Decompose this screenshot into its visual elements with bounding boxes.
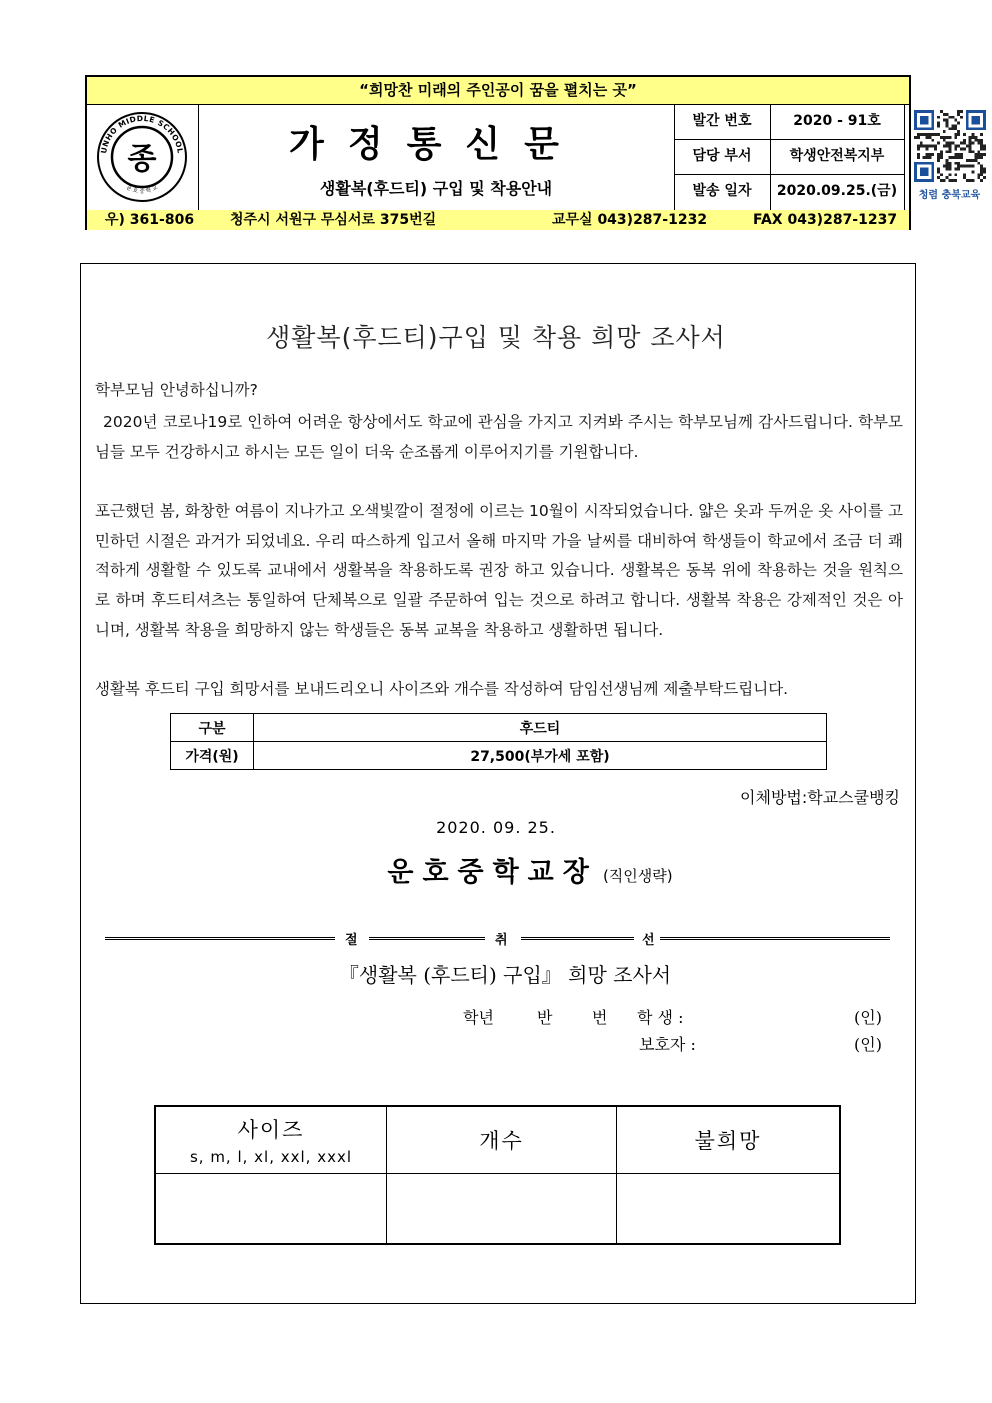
department-value: 학생안전복지부 [770,139,905,174]
cut-char-1: 절 [345,933,358,948]
zip-code: 우) 361-806 [105,212,195,228]
no-wish-input-cell[interactable] [617,1174,841,1245]
logo-bottom-text: 운 호 중 학 교 [125,184,159,195]
size-input-cell[interactable] [155,1174,387,1245]
size-order-table [154,1105,841,1245]
number-label: 번 [592,1008,608,1027]
count-header: 개수 [479,1129,524,1153]
count-header-cell [387,1106,617,1174]
table-row [155,1174,840,1245]
no-wish-header-cell [617,1106,841,1174]
school-logo-cell [87,104,199,210]
issue-number-row [674,104,904,140]
seal-note: (직인생략) [602,867,673,885]
cut-char-3: 선 [642,933,655,948]
address-bar [87,210,909,230]
size-header: 사이즈 [237,1118,305,1142]
document-title: 생활복(후드티)구입 및 착용 희망 조사서 [266,323,726,352]
qr-code-icon [912,110,988,182]
table-header-row [155,1106,840,1174]
table-row [171,714,827,742]
newsletter-subtitle: 생활복(후드티) 구입 및 착용안내 [319,179,553,198]
student-label: 학 생 : [637,1008,684,1027]
guardian-seal: (인) [854,1035,882,1054]
newsletter-header [85,75,981,230]
document-date: 2020. 09. 25. [436,818,556,837]
issue-number-value: 2020 - 91호 [770,104,905,139]
header-middle [87,104,981,211]
guardian-label: 보호자 : [639,1035,696,1054]
qr-cell [904,104,992,210]
grade-label: 학년 [463,1008,494,1027]
issue-info [674,104,904,210]
size-options: s, m, l, xl, xxl, xxxl [189,1148,353,1166]
price-table [170,713,827,770]
cut-line-segment [660,937,890,940]
paragraph-2: 포근했던 봄, 화창한 여름이 지나가고 오색빛깔이 절정에 이르는 10월이 시작되었습니다. 얇은 옷과 두꺼운 옷 사이를 고민하던 시절은 과거가 되었네요. 우리 따스하게 입고서 올해 마지막 가을 날씨를 대비하여 학생들이 학교에서 조금 더 쾌적하게 생활할 수 있도록 교내에서 생활복을 착용하도록 권장 하고 있습니다. 생활복은 동복 위에 착용하는 것을 원칙으로 하며 후드티셔츠는 통일하여 단체복으로 일괄 주문하여 입는 것으로 하려고 합니다. 생활복 착용은 강제적인 것은 아니며, 생활복 착용을 희망하지 않는 학생들은 동복 교복을 착용하고 생활하면 됩니다. [95,502,903,639]
street-address: 청주시 서원구 무심서로 375번길 [230,212,437,228]
send-date-value: 2020.09.25.(금) [770,174,905,210]
category-value: 후드티 [254,714,827,742]
cut-line-segment [105,937,335,940]
department-row [674,139,904,175]
principal-name: 운호중학교장 [387,857,598,888]
qr-caption: 청렴 충북교육 [918,190,981,201]
table-row [171,742,827,770]
school-logo [92,107,192,207]
newsletter-title: 가정통신문 [289,123,583,165]
logo-character: 종 [127,142,157,177]
title-cell [198,104,675,210]
student-seal: (인) [854,1008,882,1027]
price-value: 27,500(부가세 포함) [254,742,827,770]
paragraph-1: 2020년 코로나19로 인하여 어려운 항상에서도 학교에 관심을 가지고 지켜봐 주시는 학부모님께 감사드립니다. 학부모님들 모두 건강하시고 하시는 모든 일이 더욱 순조롭게 이루어지기를 기원합니다. [95,413,903,461]
issue-number-label: 발간 번호 [674,104,771,139]
count-input-cell[interactable] [387,1174,617,1245]
paragraph-3: 생활복 후드티 구입 희망서를 보내드리오니 사이즈와 개수를 작성하여 담임선생님께 제출부탁드립니다. [95,680,789,698]
cut-line-segment [521,937,634,940]
price-label: 가격(원) [171,742,254,770]
send-date-label: 발송 일자 [674,174,771,210]
class-label: 반 [537,1008,553,1027]
cut-line [105,927,890,949]
category-label: 구분 [171,714,254,742]
greeting: 학부모님 안녕하십니까? [95,381,258,399]
send-date-row [674,174,904,210]
department-label: 담당 부서 [674,139,771,174]
cut-char-2: 취 [495,933,508,948]
slogan: “희망찬 미래의 주인공이 꿈을 펼치는 곳” [87,77,909,105]
payment-method: 이체방법:학교스쿨뱅킹 [740,788,900,807]
form-title: 『생활복 (후드티) 구입』 희망 조사서 [338,963,672,987]
office-phone: 교무실 043)287-1232 [552,212,708,228]
cut-line-segment [369,937,485,940]
fax-number: FAX 043)287-1237 [753,212,898,228]
size-header-cell [155,1106,387,1174]
logo-ring-text: UNHO MIDDLE SCHOOL [99,113,185,155]
principal-signature [0,850,992,889]
no-wish-header: 불희망 [694,1129,762,1153]
